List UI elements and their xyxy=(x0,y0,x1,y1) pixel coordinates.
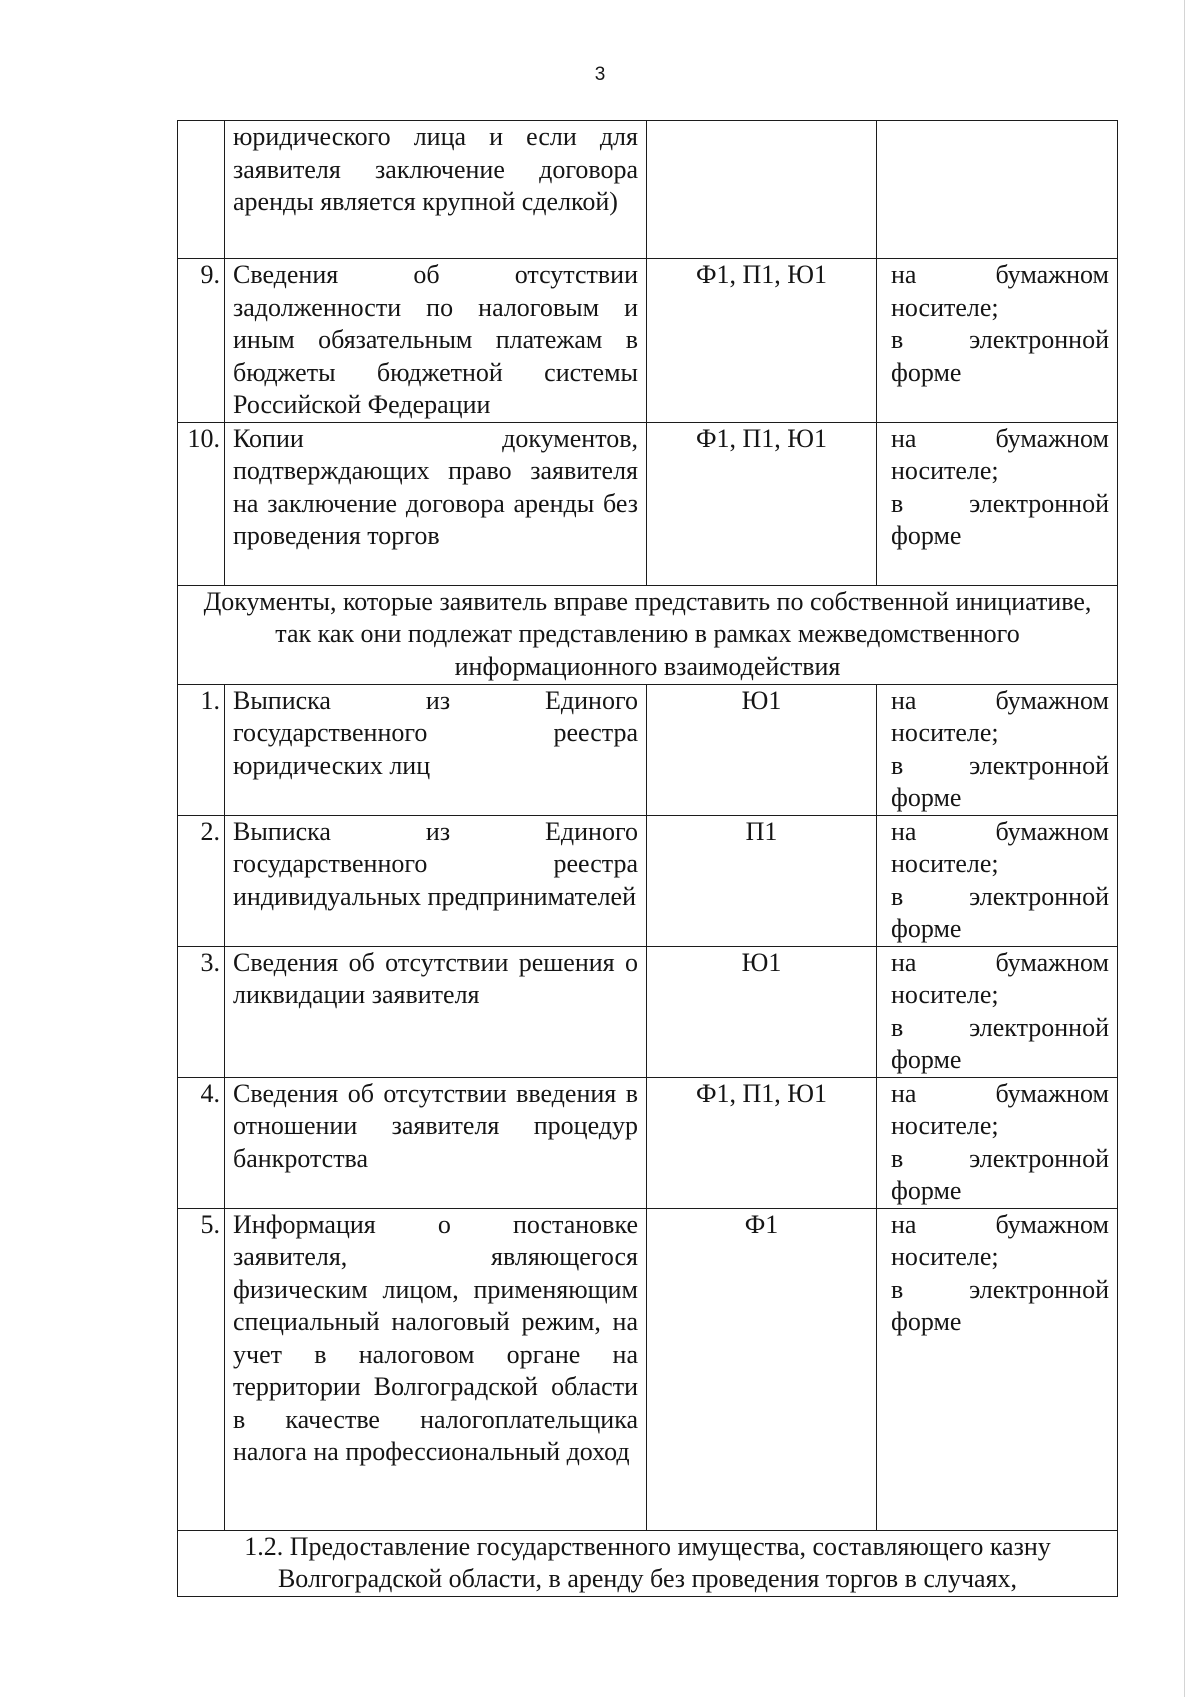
table-row xyxy=(178,946,1118,1077)
document-name: юридического лица и если для заявителя заключение договора аренды является крупной сделкой) xyxy=(225,121,647,259)
scan-edge-line xyxy=(1184,0,1185,1697)
submission-form-line: на бумажном носителе; xyxy=(891,423,1109,485)
submission-form xyxy=(877,259,1118,423)
applicant-types: П1 xyxy=(647,815,877,946)
page-number: 3 xyxy=(594,64,606,85)
document-name: Информация о постановке заявителя, являющегося физическим лицом, применяющим специальный налоговый режим, на учет в налоговом органе на территории Волгоградской области в качестве налогоплательщика налога на профессиональный доход xyxy=(225,1208,647,1530)
submission-form xyxy=(877,946,1118,1077)
submission-form-line: в электронной форме xyxy=(891,325,1109,387)
section-heading: Документы, которые заявитель вправе представить по собственной инициативе, так как они подлежат представлению в рамках межведомственного информационного взаимодействия xyxy=(178,585,1118,684)
table-row xyxy=(178,815,1118,946)
submission-form-line: в электронной форме xyxy=(891,1012,1109,1074)
submission-form-line: на бумажном носителе; xyxy=(891,260,1109,322)
submission-form xyxy=(877,815,1118,946)
applicant-types xyxy=(647,121,877,259)
row-number: 10. xyxy=(178,422,225,585)
document-name: Копии документов, подтверждающих право заявителя на заключение договора аренды без проведения торгов xyxy=(225,422,647,585)
row-number: 3. xyxy=(178,946,225,1077)
document-name: Сведения об отсутствии задолженности по налоговым и иным обязательным платежам в бюджеты бюджетной системы Российской Федерации xyxy=(225,259,647,423)
table-body-bottom xyxy=(178,684,1118,1530)
document-name: Сведения об отсутствии введения в отношении заявителя процедур банкротства xyxy=(225,1077,647,1208)
submission-form-line: на бумажном носителе; xyxy=(891,1078,1109,1140)
submission-form-line: на бумажном носителе; xyxy=(891,947,1109,1009)
footer-section-row xyxy=(178,1530,1118,1596)
submission-form xyxy=(877,422,1118,585)
applicant-types: Ф1 xyxy=(647,1208,877,1530)
submission-form-line: в электронной форме xyxy=(891,1274,1109,1336)
table-row xyxy=(178,259,1118,423)
table-row xyxy=(178,684,1118,815)
submission-form-line: в электронной форме xyxy=(891,488,1109,550)
table-row xyxy=(178,422,1118,585)
table-body-top xyxy=(178,121,1118,586)
submission-form xyxy=(877,1077,1118,1208)
table-row xyxy=(178,1208,1118,1530)
table-row xyxy=(178,1077,1118,1208)
submission-form-line: на бумажном носителе; xyxy=(891,1209,1109,1271)
row-number: 9. xyxy=(178,259,225,423)
submission-form-line: на бумажном носителе; xyxy=(891,685,1109,747)
row-number: 2. xyxy=(178,815,225,946)
applicant-types: Ю1 xyxy=(647,684,877,815)
footer-section-heading: 1.2. Предоставление государственного имущества, составляющего казну Волгоградской области, в аренду без проведения торгов в случаях, xyxy=(178,1530,1118,1596)
section-heading-row xyxy=(178,585,1118,684)
document-name: Сведения об отсутствии решения о ликвидации заявителя xyxy=(225,946,647,1077)
submission-form xyxy=(877,684,1118,815)
submission-form-line: на бумажном носителе; xyxy=(891,816,1109,878)
applicant-types: Ф1, П1, Ю1 xyxy=(647,422,877,585)
applicant-types: Ю1 xyxy=(647,946,877,1077)
submission-form xyxy=(877,1208,1118,1530)
submission-form xyxy=(877,121,1118,259)
submission-form-line: в электронной форме xyxy=(891,750,1109,812)
submission-form-line: в электронной форме xyxy=(891,1143,1109,1205)
row-number: 5. xyxy=(178,1208,225,1530)
submission-form-line: в электронной форме xyxy=(891,881,1109,943)
row-number: 1. xyxy=(178,684,225,815)
documents-table xyxy=(177,120,1118,1597)
document-name: Выписка из Единого государственного реестра юридических лиц xyxy=(225,684,647,815)
row-number xyxy=(178,121,225,259)
table-row xyxy=(178,121,1118,259)
applicant-types: Ф1, П1, Ю1 xyxy=(647,259,877,423)
applicant-types: Ф1, П1, Ю1 xyxy=(647,1077,877,1208)
document-name: Выписка из Единого государственного реестра индивидуальных предпринимателей xyxy=(225,815,647,946)
row-number: 4. xyxy=(178,1077,225,1208)
